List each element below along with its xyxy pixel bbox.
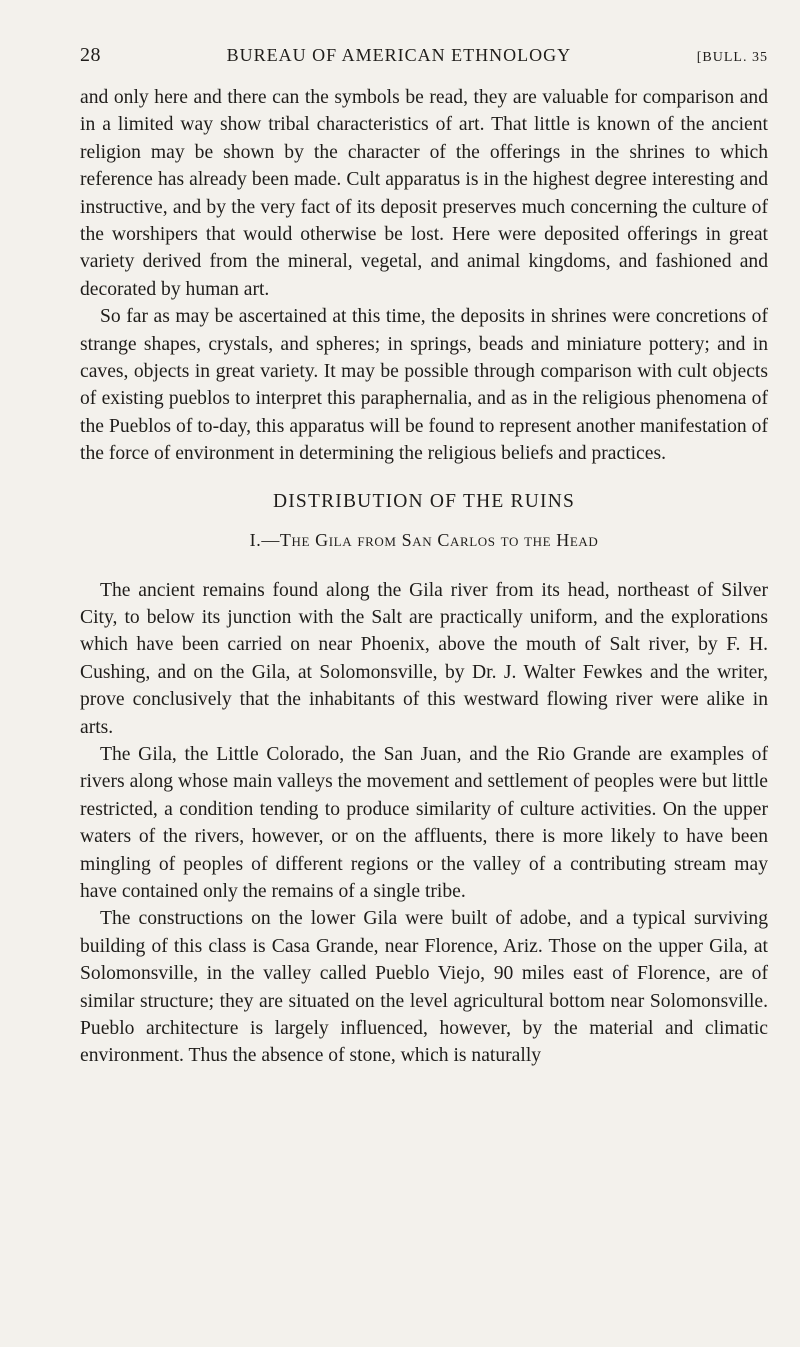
paragraph: The constructions on the lower Gila were built of adobe, and a typical surviving building of this class is Casa Grande, near Florence, Ariz. Those on the upper Gila, at Solomonsville, in the valley called Pueblo Viejo, 90 miles east of Florence, are of similar structure; they are situated on the level agricultural bottom near Solomonsville. Pueblo architecture is largely influenced, however, by the material and climatic environment. Thus the absence of stone, which is naturally: [80, 908, 768, 1067]
paragraph: and only here and there can the symbols be read, they are valuable for comparison and in a limited way show tribal characteristics of art. That little is known of the ancient religion may be shown by the character of the offerings in the shrines to which reference has already been made. Cult apparatus is in the highest degree interesting and instructive, and by the very fact of its deposit preserves much concerning the culture of the worshipers that would otherwise be lost. Here were deposited offerings in great variety derived from the mineral, vegetal, and animal kingdoms, and fashioned and decorated by human art.: [80, 87, 768, 300]
paragraph: So far as may be ascertained at this time, the deposits in shrines were concretions of strange shapes, crystals, and spheres; in springs, beads and miniature pottery; and in caves, objects in great variety. It may be possible through comparison with cult objects of existing pueblos to interpret this paraphernalia, and as in the religious phenomena of the Pueblos of to-day, this apparatus will be found to represent another manifestation of the force of environment in determining the religious beliefs and practices.: [80, 306, 768, 465]
bulletin-reference: [BULL. 35: [696, 50, 768, 65]
running-title: BUREAU OF AMERICAN ETHNOLOGY: [226, 45, 572, 65]
page-number: 28: [80, 44, 101, 66]
body-text: [80, 84, 768, 1070]
book-page: [80, 44, 768, 1070]
paragraph: The ancient remains found along the Gila river from its head, northeast of Silver City, to below its junction with the Salt are practically uniform, and the explorations which have been carried on near Phoenix, above the mouth of Salt river, by F. H. Cushing, and on the Gila, at Solomonsville, by Dr. J. Walter Fewkes and the writer, prove conclusively that the inhabitants of this westward flowing river were alike in arts.: [80, 579, 768, 738]
running-head: [80, 44, 768, 74]
subsection-heading: I.—The Gila from San Carlos to the Head: [249, 530, 599, 551]
section-heading: DISTRIBUTION OF THE RUINS: [272, 490, 576, 512]
paragraph: The Gila, the Little Colorado, the San Juan, and the Rio Grande are examples of rivers along whose main valleys the movement and settlement of peoples were but little restricted, a condition tending to produce similarity of culture activities. On the upper waters of the rivers, however, or on the affluents, there is more likely to have been mingling of peoples of different regions or the valley of a contributing stream may have contained only the remains of a single tribe.: [80, 743, 768, 902]
